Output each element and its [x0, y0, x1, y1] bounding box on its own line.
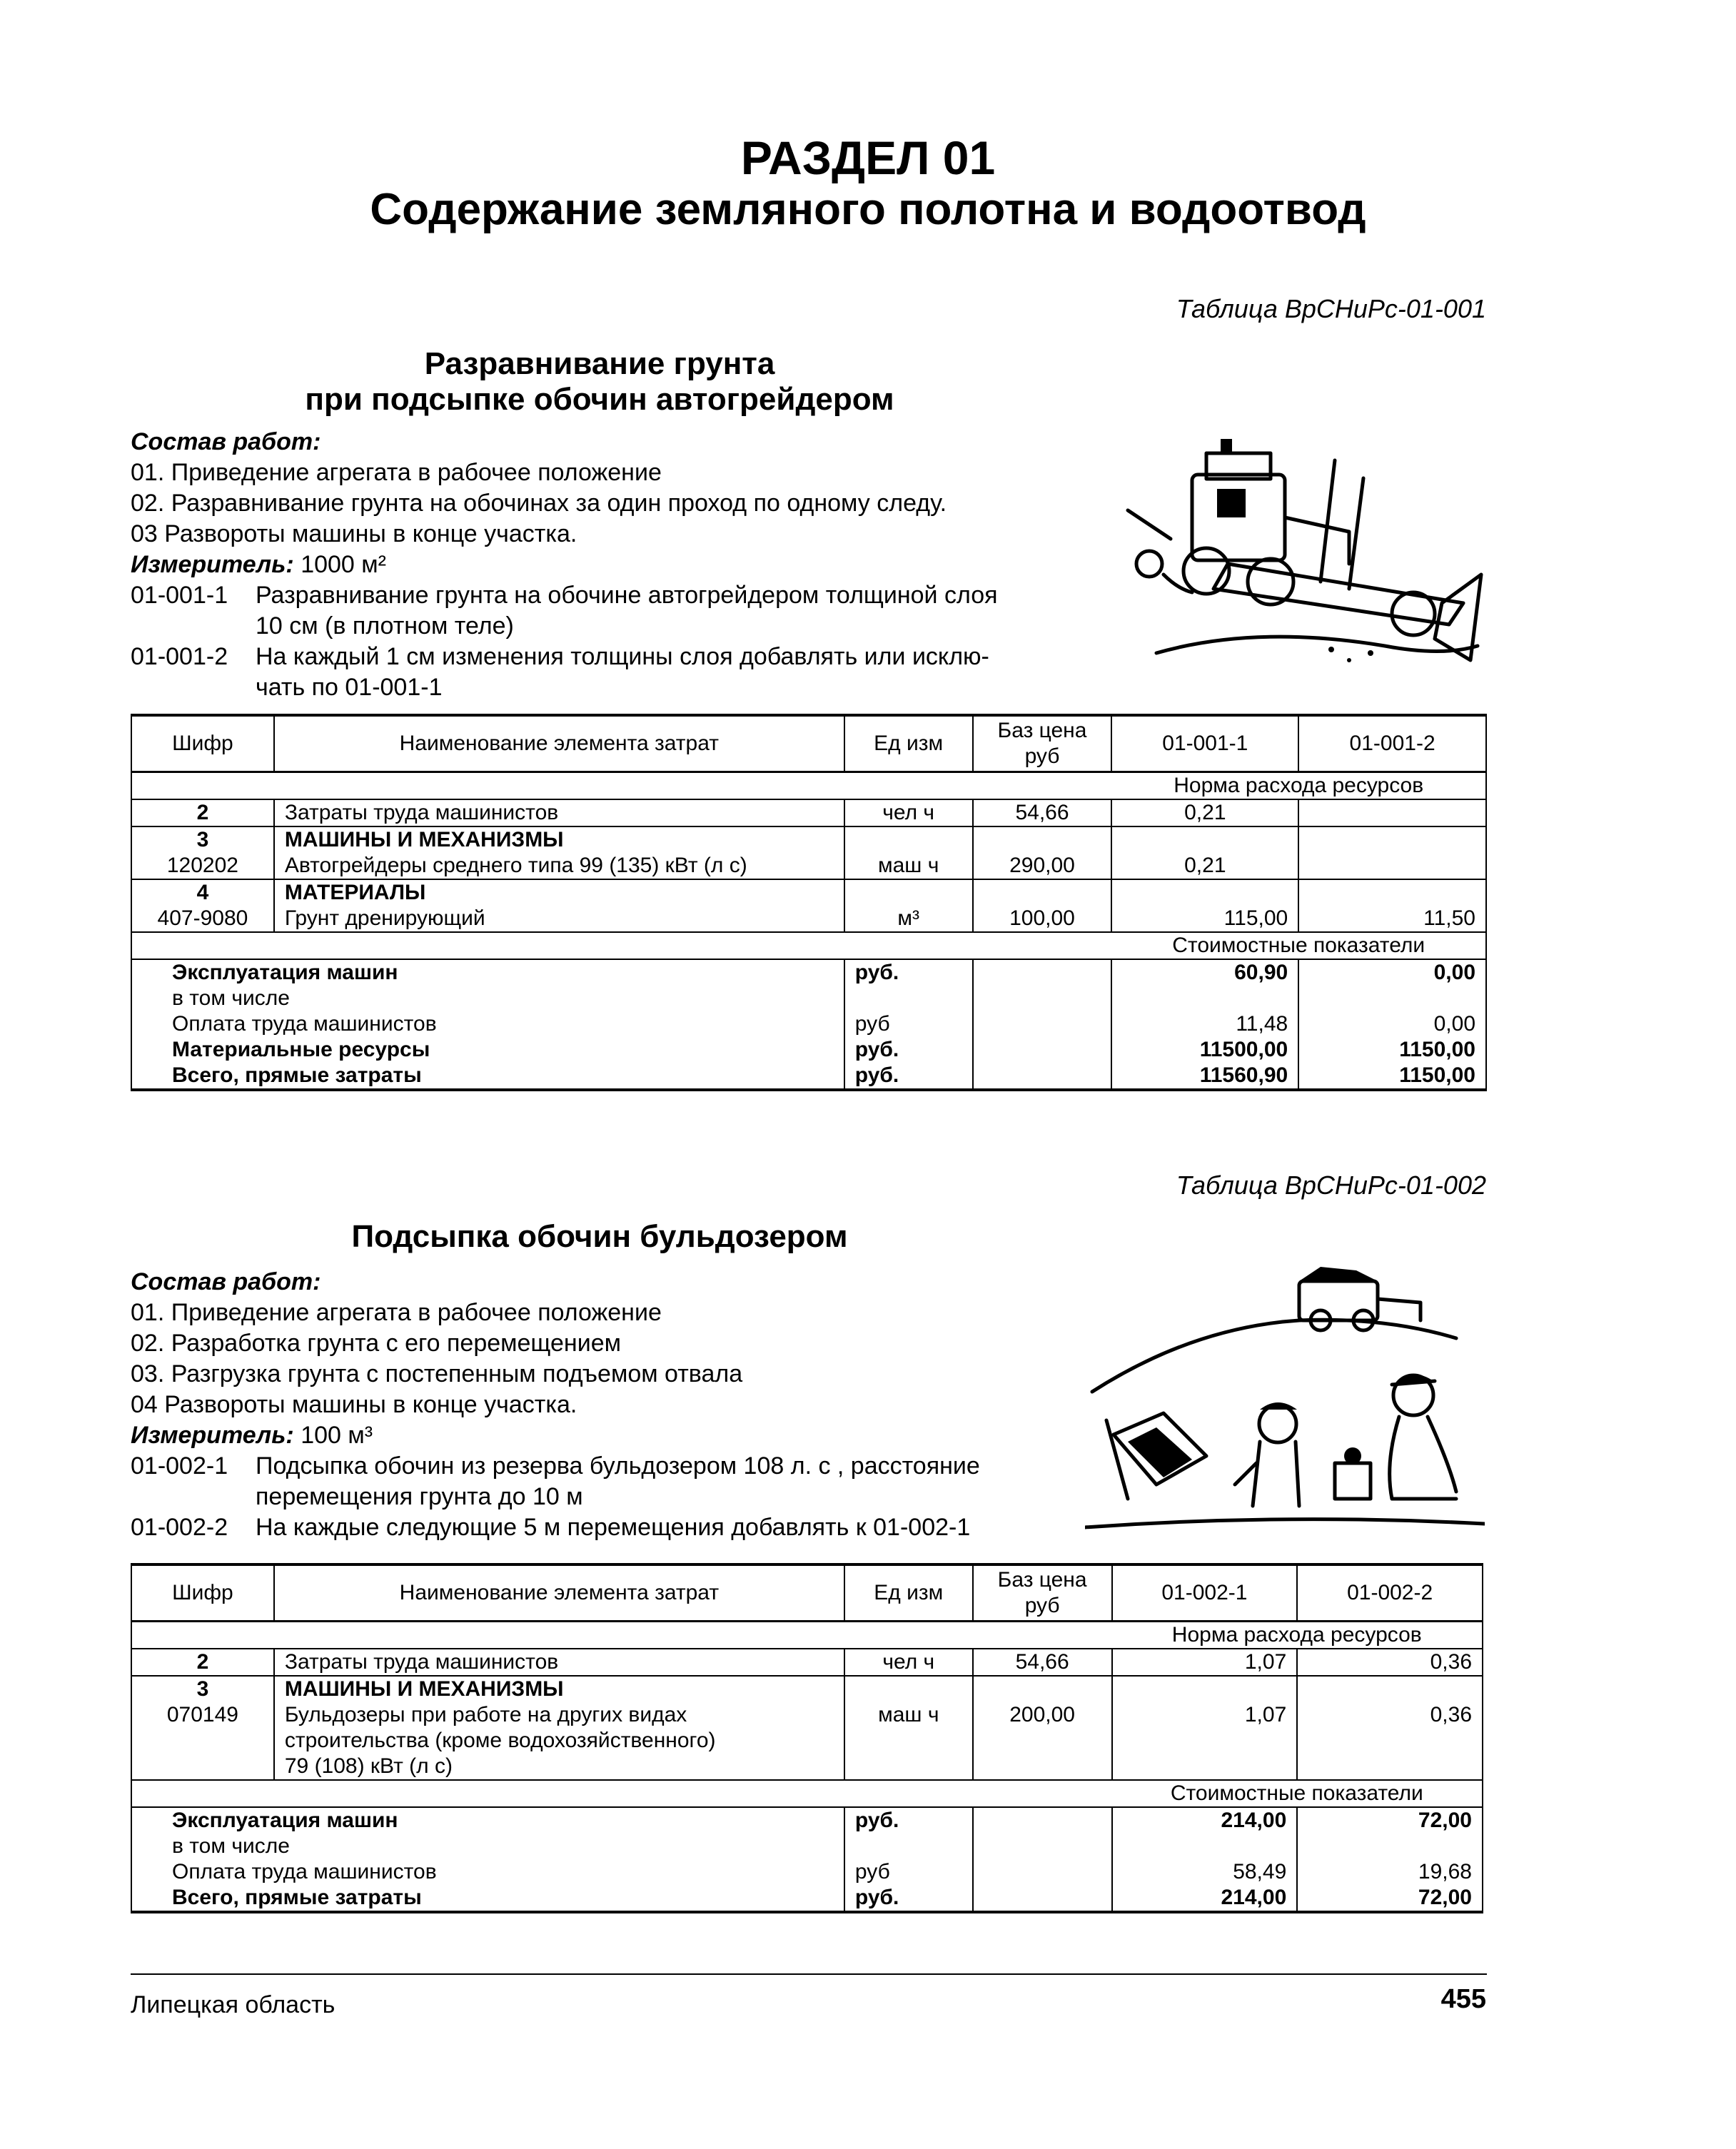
- table-row: Всего, прямые затраты руб. 214,00 72,00: [131, 1885, 1483, 1912]
- work-item: 01. Приведение агрегата в рабочее положение: [131, 459, 662, 486]
- col-header: 01-001-1: [1111, 715, 1298, 772]
- norm-code: 01-002-1: [131, 1452, 228, 1480]
- page-number: 455: [1440, 1984, 1486, 2014]
- norm-desc: Подсыпка обочин из резерва бульдозером 108 л. с , расстояние: [256, 1452, 980, 1480]
- meter-label: Измеритель:: [131, 551, 294, 578]
- norm-code: 01-001-1: [131, 582, 228, 609]
- table-title-1-line2: при подсыпке обочин автогрейдером: [305, 382, 894, 417]
- table-row: Материальные ресурсы руб. 11500,00 1150,00: [131, 1037, 1486, 1063]
- table-title-1-line1: Разравнивание грунта: [424, 346, 775, 381]
- col-header: Шифр: [131, 1564, 274, 1622]
- table-row: в том числе: [131, 986, 1486, 1011]
- col-header: Баз цена руб: [973, 715, 1112, 772]
- work-item: 03 Развороты машины в конце участка.: [131, 520, 577, 547]
- table-row: в том числе: [131, 1834, 1483, 1859]
- work-list-1: [131, 427, 1080, 703]
- work-item: 03. Разгрузка грунта с постепенным подъемом отвала: [131, 1360, 743, 1387]
- norm-desc: На каждые следующие 5 м перемещения добавлять к 01-002-1: [256, 1514, 971, 1541]
- table-row: 120202 Автогрейдеры среднего типа 99 (135) кВт (л с) маш ч 290,00 0,21: [131, 853, 1486, 879]
- col-header: Ед изм: [844, 1564, 973, 1622]
- section-title: РАЗДЕЛ 01: [740, 131, 996, 184]
- col-header: Ед изм: [844, 715, 973, 772]
- table-row: Всего, прямые затраты руб. 11560,90 1150,00: [131, 1063, 1486, 1090]
- col-header: Наименование элемента затрат: [274, 1564, 844, 1622]
- col-header: 01-002-2: [1297, 1564, 1483, 1622]
- norm-desc-cont: перемещения грунта до 10 м: [256, 1483, 583, 1510]
- meter-value: 100 м³: [301, 1422, 373, 1449]
- band-cost: Стоимостные показатели: [1112, 1780, 1483, 1807]
- norm-code: 01-002-2: [131, 1514, 228, 1541]
- resource-table-1: [131, 714, 1487, 1091]
- work-label: Состав работ:: [131, 1268, 321, 1295]
- col-header: Наименование элемента затрат: [274, 715, 844, 772]
- table-row: 2 Затраты труда машинистов чел ч 54,66 0,21: [131, 799, 1486, 826]
- norm-desc-cont: чать по 01-001-1: [256, 674, 443, 701]
- table-row: 4 МАТЕРИАЛЫ: [131, 879, 1486, 906]
- table-row: 3 МАШИНЫ И МЕХАНИЗМЫ: [131, 826, 1486, 853]
- table-row: 407-9080 Грунт дренирующий м³ 100,00 115,00 11,50: [131, 906, 1486, 932]
- col-header: Баз цена руб: [973, 1564, 1112, 1622]
- table-row: 3 МАШИНЫ И МЕХАНИЗМЫ: [131, 1676, 1483, 1702]
- band-norm: Норма расхода ресурсов: [1112, 1622, 1483, 1649]
- table-row: 2 Затраты труда машинистов чел ч 54,66 1,07 0,36: [131, 1649, 1483, 1676]
- bulldozer-workers-illustration: [1085, 1249, 1485, 1534]
- footer-divider: [131, 1973, 1487, 1975]
- norm-code: 01-001-2: [131, 643, 228, 670]
- resource-table-2: [131, 1563, 1483, 1913]
- work-item: 02. Разравнивание грунта на обочинах за один проход по одному следу.: [131, 490, 947, 517]
- band-cost: Стоимостные показатели: [1111, 932, 1486, 959]
- work-item: 02. Разработка грунта с его перемещением: [131, 1330, 621, 1357]
- col-header: Шифр: [131, 715, 274, 772]
- table-row: 070149 Бульдозеры при работе на других видах строительства (кроме водохозяйственного) 79 (108) кВт (л с) маш ч 200,00 1,07 0,36: [131, 1702, 1483, 1780]
- col-header: 01-002-1: [1112, 1564, 1298, 1622]
- footer-region: Липецкая область: [131, 1991, 335, 2018]
- table-title-2: Подсыпка обочин бульдозером: [351, 1219, 848, 1254]
- work-label: Состав работ:: [131, 428, 321, 455]
- table-ref-1: Таблица ВрСНиРс-01-001: [1176, 294, 1486, 323]
- table-row: Эксплуатация машин руб. 60,90 0,00: [131, 959, 1486, 986]
- norm-desc: На каждый 1 см изменения толщины слоя добавлять или исклю-: [256, 643, 989, 670]
- table-ref-2: Таблица ВрСНиРс-01-002: [1176, 1170, 1486, 1200]
- motor-grader-illustration: [1114, 410, 1485, 696]
- meter-value: 1000 м²: [301, 551, 386, 578]
- band-norm: Норма расхода ресурсов: [1111, 772, 1486, 800]
- norm-desc-cont: 10 см (в плотном теле): [256, 612, 514, 639]
- section-subtitle: Содержание земляного полотна и водоотвод: [370, 185, 1366, 234]
- work-item: 01. Приведение агрегата в рабочее положение: [131, 1299, 662, 1326]
- meter-label: Измеритель:: [131, 1422, 294, 1449]
- col-header: 01-001-2: [1298, 715, 1486, 772]
- table-row: Оплата труда машинистов руб 58,49 19,68: [131, 1859, 1483, 1885]
- table-row: Оплата труда машинистов руб 11,48 0,00: [131, 1011, 1486, 1037]
- norm-desc: Разравнивание грунта на обочине автогрейдером толщиной слоя: [256, 582, 998, 609]
- work-list-2: [131, 1267, 1080, 1543]
- table-row: Эксплуатация машин руб. 214,00 72,00: [131, 1807, 1483, 1834]
- work-item: 04 Развороты машины в конце участка.: [131, 1391, 577, 1418]
